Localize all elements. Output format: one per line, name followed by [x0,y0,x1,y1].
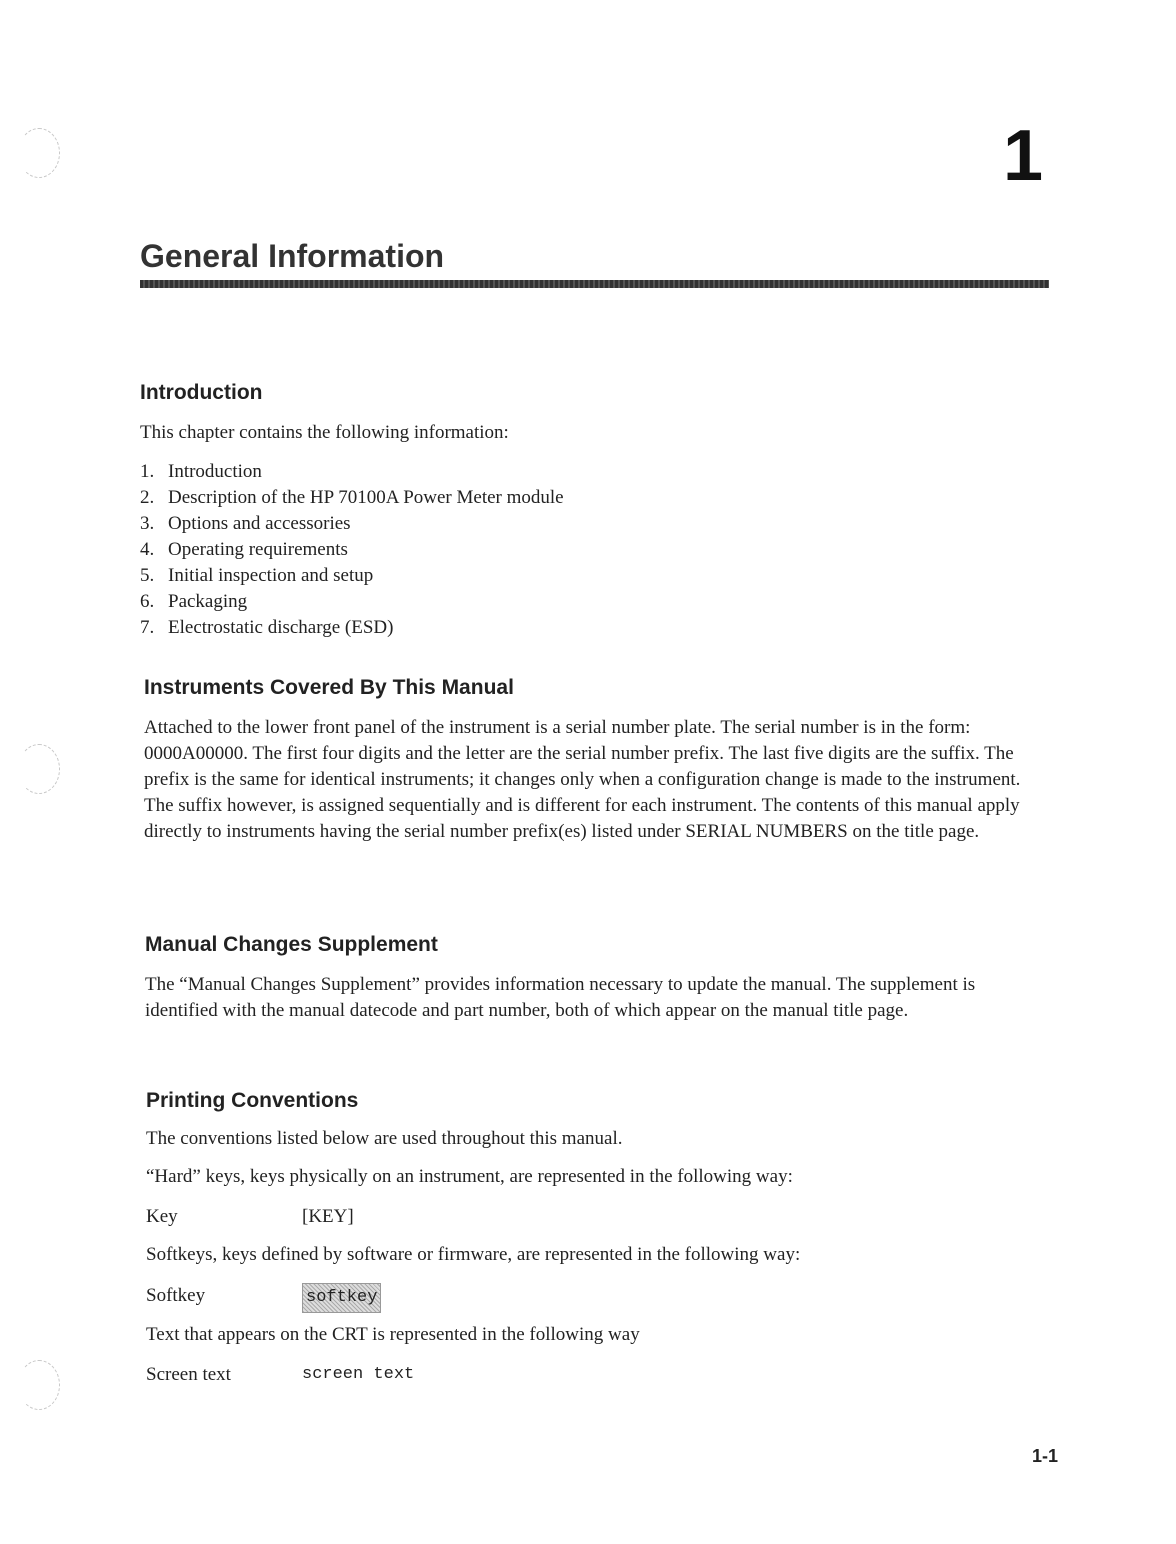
list-item-number: 1. [140,461,155,482]
list-item [140,511,564,537]
list-item-text: Initial inspection and setup [168,565,374,586]
title-rule [140,280,1049,288]
binder-hole-top [18,128,60,178]
list-item-text: Options and accessories [168,513,351,534]
list-item [140,459,564,485]
convention-sample-softkey: softkey [302,1283,381,1313]
list-item-text: Operating requirements [168,539,348,560]
list-item-number: 4. [140,539,155,560]
conventions-crt: Text that appears on the CRT is represented in the following way [146,1324,640,1345]
heading-introduction: Introduction [140,381,263,404]
list-item [140,615,564,641]
convention-label-screen-text: Screen text [146,1364,231,1385]
list-item [140,537,564,563]
list-item-number: 7. [140,617,155,638]
chapter-number: 1 [1002,116,1043,196]
list-item-number: 3. [140,513,155,534]
chapter-contents-list [140,459,564,641]
list-item-number: 2. [140,487,155,508]
convention-label-key: Key [146,1206,178,1227]
supplement-paragraph: The “Manual Changes Supplement” provides information necessary to update the manual. The supplement is identified with the manual datecode and part number, both of which appear on the manual title page. [145,974,976,1021]
conventions-softkeys: Softkeys, keys defined by software or firmware, are represented in the following way: [146,1244,801,1265]
page-number: 1-1 [1031,1446,1058,1466]
chapter-title: General Information [140,238,445,274]
convention-sample-key: [KEY] [302,1206,354,1227]
list-item [140,563,564,589]
list-item-number: 5. [140,565,155,586]
list-item-text: Introduction [168,461,262,482]
list-item-text: Description of the HP 70100A Power Meter module [168,487,564,508]
list-item-text: Electrostatic discharge (ESD) [168,617,394,638]
list-item [140,485,564,511]
introduction-lead: This chapter contains the following information: [140,422,509,443]
heading-manual-changes-supplement: Manual Changes Supplement [145,933,438,956]
binder-hole-middle [18,744,60,794]
binder-hole-bottom [18,1360,60,1410]
conventions-intro: The conventions listed below are used throughout this manual. [146,1128,623,1149]
conventions-hard-keys: “Hard” keys, keys physically on an instrument, are represented in the following way: [146,1166,793,1187]
list-item-number: 6. [140,591,155,612]
convention-label-softkey: Softkey [146,1285,206,1306]
heading-printing-conventions: Printing Conventions [146,1089,359,1112]
instruments-paragraph: Attached to the lower front panel of the instrument is a serial number plate. The serial number is in the form: 0000A00000. The first four digits and the letter are the serial number prefix. The last five digits are the suffix. The prefix is the same for identical instruments; it changes only when a configuration change is made to the instrument. The suffix however, is assigned sequentially and is different for each instrument. The contents of this manual apply directly to instruments having the serial number prefix(es) listed under SERIAL NUMBERS on the title page. [144,717,1021,842]
list-item [140,589,564,615]
list-item-text: Packaging [168,591,248,612]
convention-sample-screen-text: screen text [302,1365,415,1384]
heading-instruments-covered: Instruments Covered By This Manual [144,676,514,699]
